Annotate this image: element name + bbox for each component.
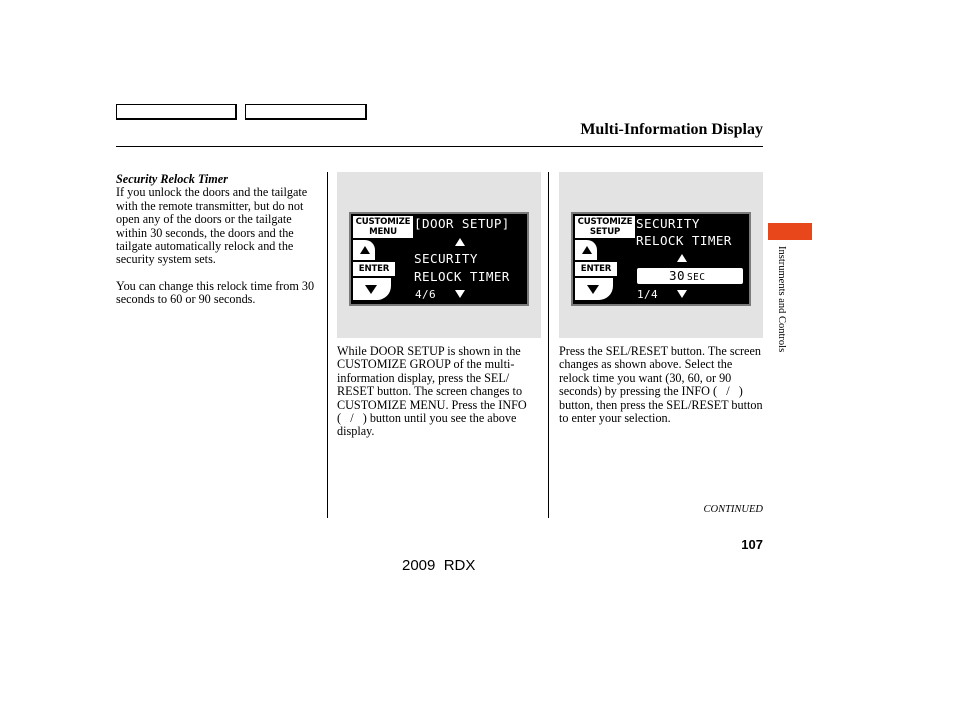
lcd-line-1: SECURITY	[636, 216, 700, 231]
lcd-line-3: RELOCK TIMER	[414, 269, 510, 284]
section-subhead: Security Relock Timer	[116, 172, 228, 186]
menu-label: MENU	[369, 227, 397, 237]
nav-button-contents[interactable]	[116, 104, 237, 120]
lcd-line-2: SECURITY	[414, 251, 478, 266]
caption-customize-menu: While DOOR SETUP is shown in the CUSTOMIZE GROUP of the multi-information display, press the SEL/ RESET button. The screen changes to CUSTOMIZE MENU. Press the INFO ( / ) button until you see the above display.	[337, 344, 527, 439]
lcd-screen	[349, 212, 529, 306]
section-tab-label: Instruments and Controls	[776, 246, 787, 353]
customize-label: CUSTOMIZE	[577, 217, 633, 227]
lcd-up-arrow-icon	[677, 254, 687, 262]
lcd-page-indicator: 1/4	[637, 288, 659, 301]
display-illustration-customize-menu	[337, 172, 541, 338]
display-illustration-relock-timer	[559, 172, 763, 338]
column-divider-right	[548, 172, 549, 518]
relock-time-value: 30	[669, 268, 685, 283]
button-column	[575, 216, 635, 302]
lcd-page-indicator: 4/6	[415, 288, 437, 301]
lcd-up-arrow-icon	[455, 238, 465, 246]
column-divider-left	[327, 172, 328, 518]
section-paragraph-2: You can change this relock time from 30 seconds to 60 or 90 seconds.	[116, 278, 315, 307]
nav-button-index[interactable]	[245, 104, 367, 120]
section-paragraph-1: If you unlock the doors and the tailgate with the remote transmitter, but do not open any of the doors or the tailgate within 30 seconds, the doors and the tailgate automatically relock and the security system sets.	[116, 185, 308, 267]
title-divider	[116, 146, 763, 147]
button-column	[353, 216, 413, 302]
lcd-down-arrow-icon	[677, 290, 687, 298]
down-arrow-icon	[365, 285, 377, 294]
lcd-line-1: [DOOR SETUP]	[414, 216, 510, 231]
enter-label: ENTER	[358, 264, 390, 274]
model-footer: 2009 RDX	[402, 557, 476, 574]
continued-label: CONTINUED	[703, 504, 763, 515]
lcd-screen	[571, 212, 751, 306]
lcd-down-arrow-icon	[455, 290, 465, 298]
customize-label: CUSTOMIZE	[355, 217, 411, 227]
up-arrow-icon	[360, 246, 370, 254]
relock-time-unit: SEC	[687, 272, 706, 283]
security-relock-section	[116, 173, 320, 307]
lcd-line-2: RELOCK TIMER	[636, 233, 732, 248]
section-tab-marker	[768, 223, 812, 240]
up-arrow-icon	[582, 246, 592, 254]
setup-label: SETUP	[589, 227, 621, 237]
page-title: Multi-Information Display	[580, 121, 763, 138]
enter-label: ENTER	[580, 264, 612, 274]
caption-relock-timer: Press the SEL/RESET button. The screen changes as shown above. Select the relock time you want (30, 60, or 90 seconds) by pressing the INFO ( / ) button, then press the SEL/RESET button to enter your selection.	[559, 344, 763, 426]
page-number: 107	[741, 537, 763, 552]
down-arrow-icon	[587, 285, 599, 294]
